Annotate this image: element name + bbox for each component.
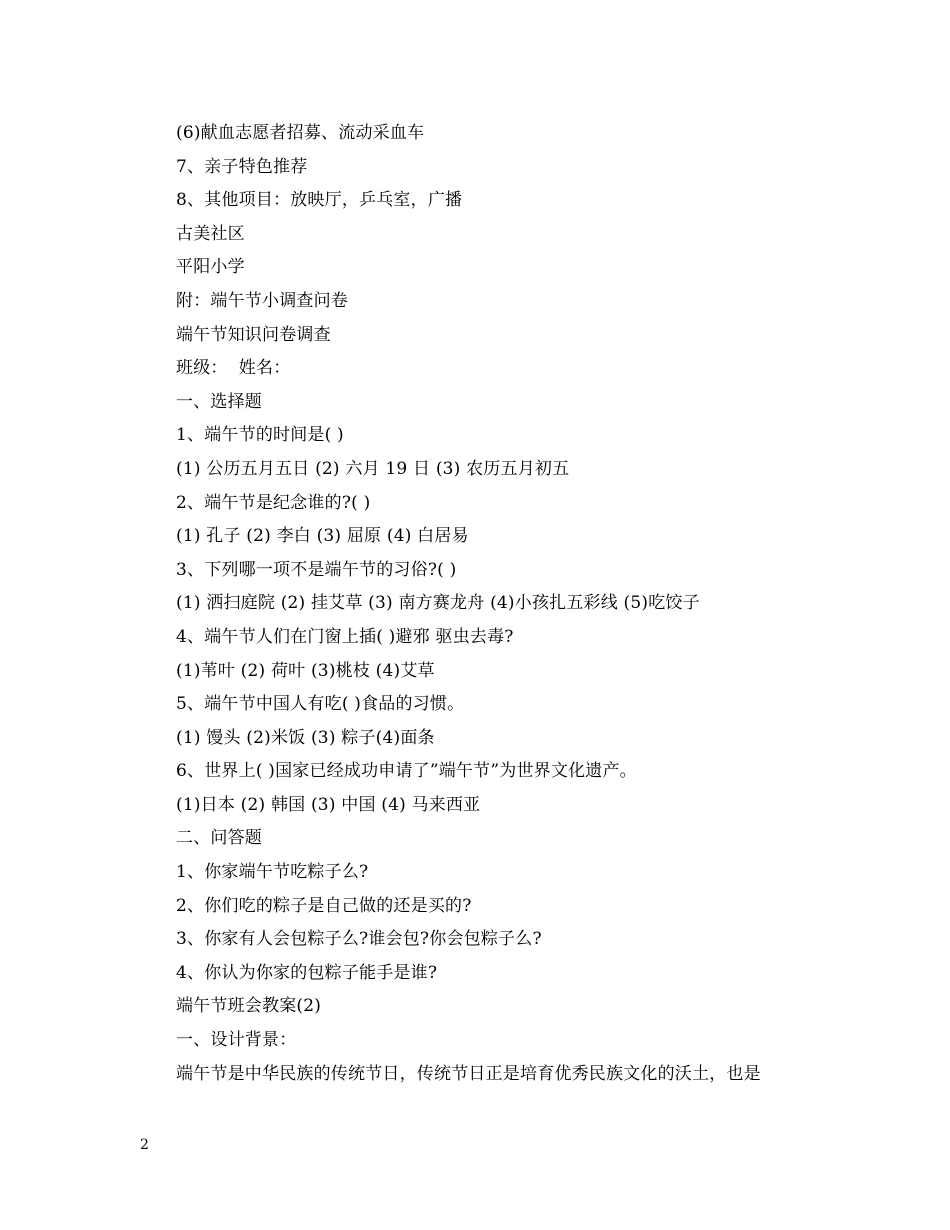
question: 3、下列哪一项不是端午节的习俗?( ) bbox=[176, 559, 457, 580]
document-title: 端午节班会教案(2) bbox=[176, 996, 322, 1017]
answer-options: (1)日本 (2) 韩国 (3) 中国 (4) 马来西亚 bbox=[176, 794, 481, 815]
question: 4、端午节人们在门窗上插( )避邪 驱虫去毒? bbox=[176, 626, 514, 647]
question: 5、端午节中国人有吃( )食品的习惯。 bbox=[176, 694, 465, 715]
text-line: 7、亲子特色推荐 bbox=[176, 156, 308, 177]
text-line: 附：端午节小调查问卷 bbox=[176, 290, 348, 311]
section-heading: 一、设计背景： bbox=[176, 1030, 297, 1051]
answer-options: (1)苇叶 (2) 荷叶 (3)桃枝 (4)艾草 bbox=[176, 660, 435, 681]
question: 2、端午节是纪念谁的?( ) bbox=[176, 492, 371, 513]
question: 3、你家有人会包粽子么?谁会包?你会包粽子么? bbox=[176, 929, 542, 950]
text-line: 古美社区 bbox=[176, 223, 245, 244]
section-heading: 一、选择题 bbox=[176, 391, 262, 412]
answer-options: (1) 公历五月五日 (2) 六月 19 日 (3) 农历五月初五 bbox=[176, 458, 570, 479]
question: 2、你们吃的粽子是自己做的还是买的? bbox=[176, 895, 472, 916]
page-number: 2 bbox=[140, 1137, 149, 1153]
question: 1、端午节的时间是( ) bbox=[176, 425, 344, 446]
section-heading: 二、问答题 bbox=[176, 828, 262, 849]
text-line: 平阳小学 bbox=[176, 257, 245, 278]
text-line: (6)献血志愿者招募、流动采血车 bbox=[176, 123, 425, 143]
text-line: 端午节知识问卷调查 bbox=[176, 324, 331, 345]
text-line: 班级： 姓名： bbox=[176, 358, 291, 379]
answer-options: (1) 洒扫庭院 (2) 挂艾草 (3) 南方赛龙舟 (4)小孩扎五彩线 (5)吃饺子 bbox=[176, 593, 700, 614]
answer-options: (1) 孔子 (2) 李白 (3) 屈原 (4) 白居易 bbox=[176, 526, 469, 547]
answer-options: (1) 馒头 (2)米饭 (3) 粽子(4)面条 bbox=[176, 727, 435, 748]
paragraph-text: 端午节是中华民族的传统节日，传统节日正是培育优秀民族文化的沃土，也是 bbox=[176, 1063, 761, 1084]
document-body bbox=[176, 117, 836, 1091]
text-line: 8、其他项目：放映厅，乒乓室，广播 bbox=[176, 190, 463, 211]
question: 6、世界上( )国家已经成功申请了”端午节”为世界文化遗产。 bbox=[176, 761, 637, 782]
question: 4、你认为你家的包粽子能手是谁? bbox=[176, 962, 438, 983]
question: 1、你家端午节吃粽子么? bbox=[176, 862, 369, 883]
